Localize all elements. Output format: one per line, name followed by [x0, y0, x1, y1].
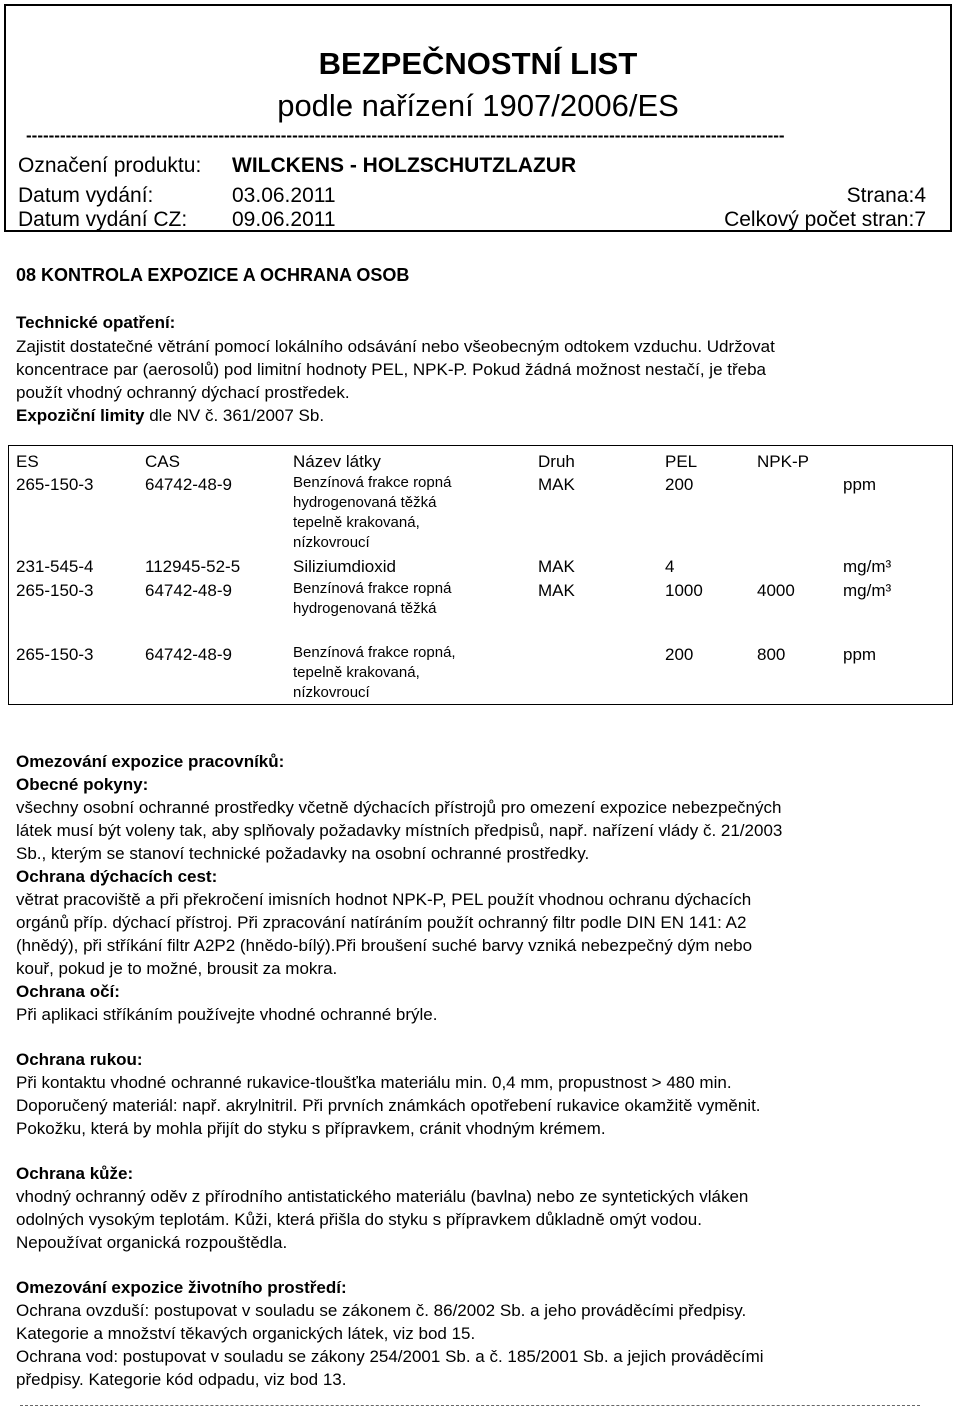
general-line: látek musí být voleny tak, aby splňovaly požadavky místních předpisů, např. nařízení vlády č. 21/2003: [16, 821, 783, 840]
col-header-druh: Druh: [538, 452, 575, 471]
col-header-cas: CAS: [145, 452, 180, 471]
page-number: Strana:4: [846, 184, 926, 207]
cell-unit: ppm: [843, 645, 877, 664]
skin-line: odolných vysokým teplotám. Kůži, která přišla do styku s přípravkem důkladně omýt vodou.: [16, 1210, 702, 1229]
cell-unit: ppm: [843, 475, 877, 494]
resp-line: kouř, pokud je to možné, brousit za mokra.: [16, 959, 338, 978]
cell-cas: 64742-48-9: [145, 581, 232, 600]
issue-cz-label: Datum vydání CZ:: [18, 208, 188, 231]
cell-name: Benzínová frakce ropná,: [293, 644, 456, 661]
document-header: [4, 4, 952, 232]
general-heading: Obecné pokyny:: [16, 775, 149, 794]
cell-cas: 64742-48-9: [145, 645, 232, 664]
cell-pel: 1000: [665, 581, 703, 600]
env-line: Ochrana vod: postupovat v souladu se zákony 254/2001 Sb. a č. 185/2001 Sb. a jejich prováděcími: [16, 1347, 764, 1366]
resp-line: orgánů příp. dýchací přístroj. Při zpracování natíráním použít ochranný filtr podle DIN EN 141: A2: [16, 913, 747, 932]
cell-druh: MAK: [538, 475, 575, 494]
col-header-npk: NPK-P: [757, 452, 809, 471]
cell-cas: 112945-52-5: [145, 557, 241, 576]
issue-cz-value: 09.06.2011: [232, 208, 336, 231]
env-line: předpisy. Kategorie kód odpadu, viz bod 13.: [16, 1370, 347, 1389]
product-label: Označení produktu:: [18, 154, 202, 177]
issue-value: 03.06.2011: [232, 184, 336, 207]
hands-heading: Ochrana rukou:: [16, 1050, 143, 1069]
cell-name: Benzínová frakce ropná: [293, 474, 452, 491]
cell-name: hydrogenovaná těžká: [293, 600, 437, 617]
cell-npk: 4000: [757, 581, 795, 600]
cell-npk: 800: [757, 645, 786, 664]
cell-es: 265-150-3: [16, 475, 94, 494]
resp-line: větrat pracoviště a při překročení imisních hodnot NPK-P, PEL použít vhodnou ochranu dýchacích: [16, 890, 752, 909]
resp-line: (hnědý), při stříkání filtr A2P2 (hnědo-bílý).Při broušení suché barvy vzniká nebezpečný dým nebo: [16, 936, 753, 955]
eyes-line: Při aplikaci stříkáním používejte vhodné ochranné brýle.: [16, 1005, 438, 1024]
cell-name: hydrogenovaná těžká: [293, 494, 437, 511]
skin-heading: Ochrana kůže:: [16, 1164, 134, 1183]
cell-name: Siliziumdioxid: [293, 557, 396, 576]
hands-line: Pokožku, která by mohla přijít do styku s přípravkem, cránit vhodným krémem.: [16, 1119, 606, 1138]
total-pages: Celkový počet stran:7: [724, 208, 926, 231]
tech-line: koncentrace par (aerosolů) pod limitní hodnoty PEL, NPK-P. Pokud žádná možnost nestačí, je třeba: [16, 360, 766, 379]
general-line: Sb., kterým se stanoví technické požadavky na osobní ochranné prostředky.: [16, 844, 590, 863]
cell-druh: MAK: [538, 581, 575, 600]
cell-pel: 200: [665, 475, 694, 494]
skin-line: Nepoužívat organická rozpouštědla.: [16, 1233, 288, 1252]
cell-name: nízkovroucí: [293, 534, 370, 551]
cell-name: nízkovroucí: [293, 684, 370, 701]
env-line: Kategorie a množství těkavých organických látek, viz bod 15.: [16, 1324, 476, 1343]
section-heading: 08 KONTROLA EXPOZICE A OCHRANA OSOB: [16, 265, 410, 285]
limits-rest: dle NV č. 361/2007 Sb.: [144, 406, 325, 425]
cell-cas: 64742-48-9: [145, 475, 232, 494]
col-header-name: Název látky: [293, 452, 381, 471]
tech-line: použít vhodný ochranný dýchací prostředek.: [16, 383, 350, 402]
hands-line: Při kontaktu vhodné ochranné rukavice-tloušťka materiálu min. 0,4 mm, propustnost > 480 min.: [16, 1073, 732, 1092]
col-header-pel: PEL: [665, 452, 698, 471]
resp-heading: Ochrana dýchacích cest:: [16, 867, 218, 886]
limits-bold: Expoziční limity: [16, 406, 145, 425]
cell-pel: 200: [665, 645, 694, 664]
cell-name: tepelně krakovaná,: [293, 664, 420, 681]
tech-line: Zajistit dostatečné větrání pomocí lokálního odsávání nebo všeobecným odtokem vzduchu. Udržovat: [16, 337, 775, 356]
cell-name: tepelně krakovaná,: [293, 514, 420, 531]
cell-druh: MAK: [538, 557, 575, 576]
general-line: všechny osobní ochranné prostředky včetně dýchacích přístrojů pro omezení expozice nebezpečných: [16, 798, 782, 817]
cell-name: Benzínová frakce ropná: [293, 580, 452, 597]
hands-line: Doporučený materiál: např. akrylnitril. Při prvních známkách opotřebení rukavice okamžitě vyměnit.: [16, 1096, 761, 1115]
document-subtitle: podle nařízení 1907/2006/ES: [277, 88, 679, 123]
workers-heading: Omezování expozice pracovníků:: [16, 752, 285, 771]
env-heading: Omezování expozice životního prostředí:: [16, 1278, 347, 1297]
cell-unit: mg/m³: [843, 557, 892, 576]
skin-line: vhodný ochranný oděv z přírodního antistatického materiálu (bavlna) nebo ze syntetických vláken: [16, 1187, 749, 1206]
eyes-heading: Ochrana očí:: [16, 982, 120, 1001]
product-value: WILCKENS - HOLZSCHUTZLAZUR: [232, 154, 577, 177]
cell-pel: 4: [665, 557, 675, 576]
document-title: BEZPEČNOSTNÍ LIST: [318, 46, 638, 81]
cell-es: 265-150-3: [16, 581, 94, 600]
tech-heading: Technické opatření:: [16, 313, 176, 332]
cell-unit: mg/m³: [843, 581, 892, 600]
cell-es: 265-150-3: [16, 645, 94, 664]
env-line: Ochrana ovzduší: postupovat v souladu se zákonem č. 86/2002 Sb. a jeho prováděcími předpisy.: [16, 1301, 747, 1320]
cell-es: 231-545-4: [16, 557, 94, 576]
issue-label: Datum vydání:: [18, 184, 154, 207]
header-separator: --------------------------------------------------------------------------------------------------------------------------------------: [26, 126, 785, 145]
col-header-es: ES: [16, 452, 39, 471]
exposure-limits: [16, 406, 324, 426]
footer-separator: [20, 1405, 920, 1406]
